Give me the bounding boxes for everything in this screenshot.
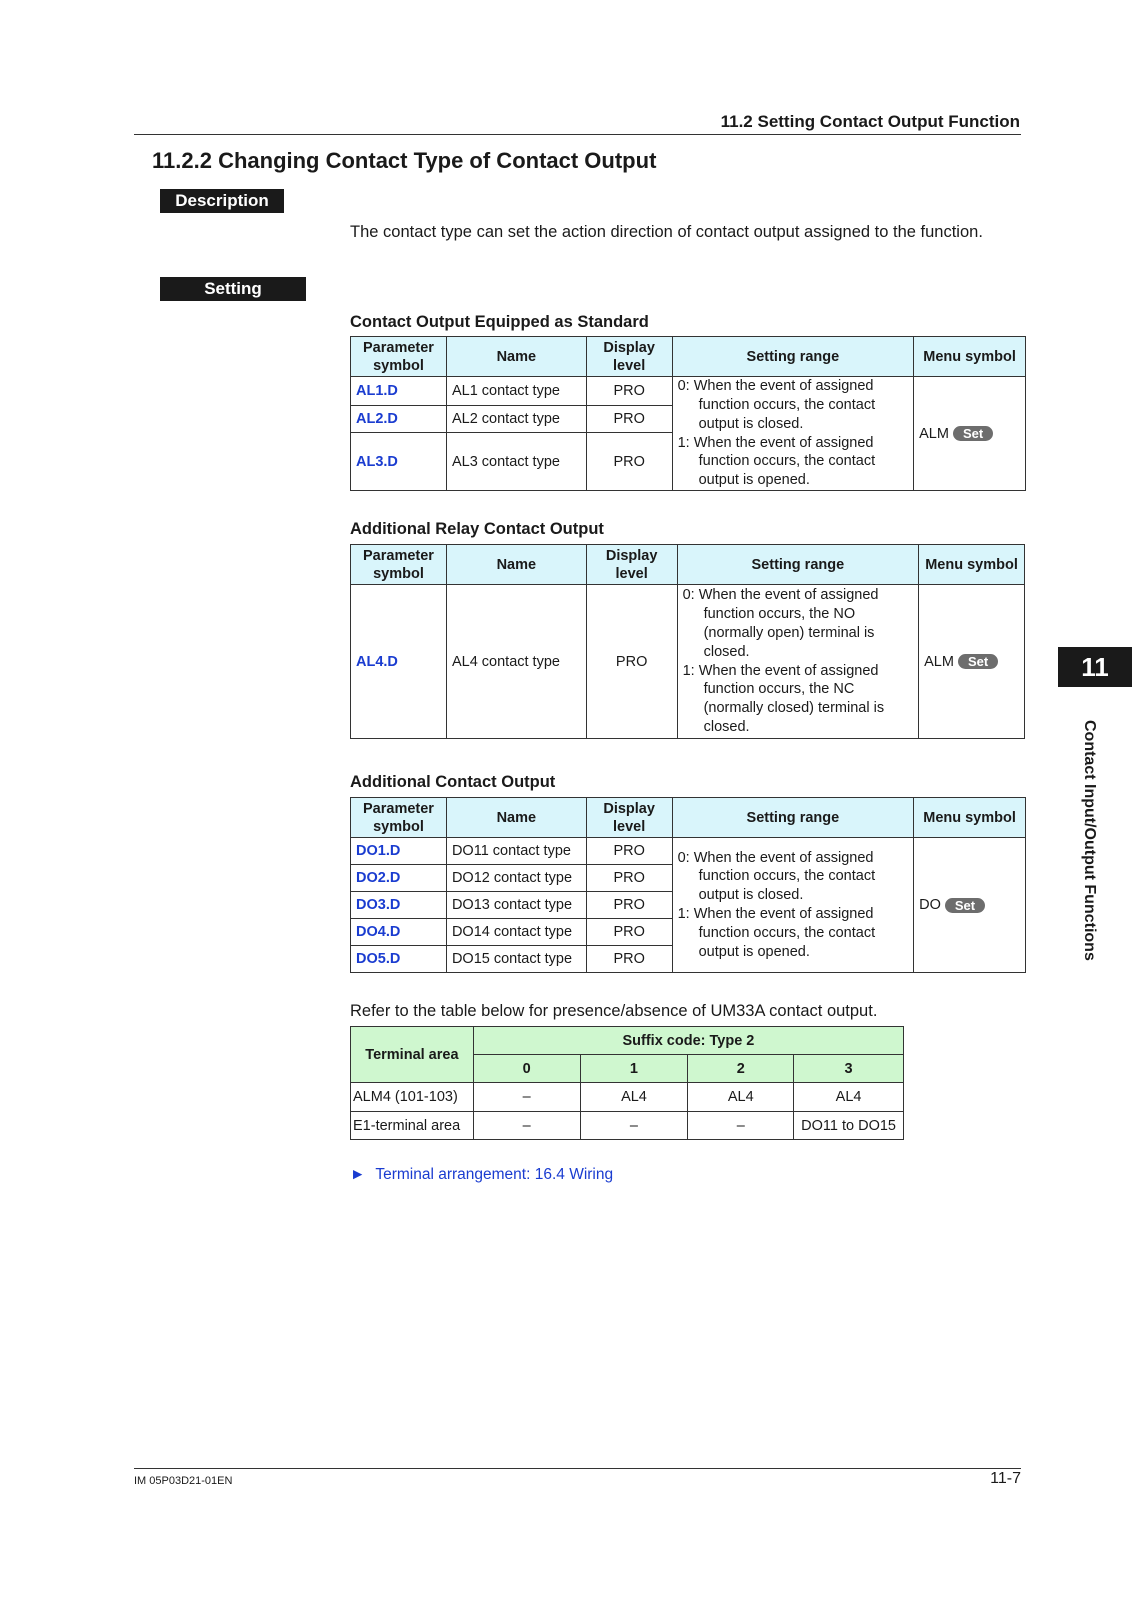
display-level: PRO xyxy=(586,838,672,865)
header-display-level: Display level xyxy=(586,545,677,585)
header-suffix-code: Suffix code: Type 2 xyxy=(473,1027,903,1055)
parameter-name: AL4 contact type xyxy=(446,585,586,739)
header-parameter-symbol: Parameter symbol xyxy=(351,545,447,585)
suffix-value: AL4 xyxy=(688,1083,794,1112)
description-text: The contact type can set the action direction of contact output assigned to the function. xyxy=(350,223,983,241)
table-terminal-presence xyxy=(350,1026,904,1140)
parameter-name: AL3 contact type xyxy=(446,433,586,491)
header-menu-symbol: Menu symbol xyxy=(914,337,1026,377)
header-name: Name xyxy=(446,545,586,585)
header-name: Name xyxy=(446,337,586,377)
setting-range: 0: When the event of assigned function occurs, the NO (normally open) terminal is closed. 1: When the event of assigned function occurs, the NC (normally closed) terminal is closed. xyxy=(677,585,919,739)
suffix-value: – xyxy=(580,1112,688,1140)
display-level: PRO xyxy=(586,406,672,433)
parameter-symbol: DO1.D xyxy=(351,838,447,865)
parameter-symbol: AL1.D xyxy=(351,377,447,406)
page-number: 11-7 xyxy=(990,1470,1021,1487)
table-relay-contact xyxy=(350,544,1025,739)
table-additional-contact xyxy=(350,797,1026,973)
setting-range: 0: When the event of assigned function occurs, the contact output is closed. 1: When the event of assigned function occurs, the contact output is opened. xyxy=(672,838,914,973)
header-display-level: Display level xyxy=(586,337,672,377)
header-code-1: 1 xyxy=(580,1055,688,1083)
suffix-value: AL4 xyxy=(580,1083,688,1112)
suffix-value: – xyxy=(688,1112,794,1140)
table2-title: Additional Relay Contact Output xyxy=(350,520,604,538)
menu-symbol: ALM Set xyxy=(914,377,1026,491)
display-level: PRO xyxy=(586,865,672,892)
header-terminal-area: Terminal area xyxy=(351,1027,474,1083)
table-row xyxy=(351,377,1026,406)
suffix-value: AL4 xyxy=(794,1083,904,1112)
menu-symbol: DO Set xyxy=(914,838,1026,973)
header-menu-symbol: Menu symbol xyxy=(919,545,1025,585)
table-row xyxy=(351,838,1026,865)
set-key-icon: Set xyxy=(958,654,998,669)
set-key-icon: Set xyxy=(945,898,985,913)
footer-rule xyxy=(134,1468,1021,1469)
section-title: 11.2.2 Changing Contact Type of Contact Output xyxy=(152,148,657,173)
chapter-side-title: Contact Input/Output Functions xyxy=(1081,720,1098,961)
setting-details-label: Setting Details xyxy=(160,277,306,301)
display-level: PRO xyxy=(586,377,672,406)
parameter-symbol: DO5.D xyxy=(351,946,447,973)
header-code-3: 3 xyxy=(794,1055,904,1083)
arrow-right-icon: ► xyxy=(350,1166,366,1183)
display-level: PRO xyxy=(586,585,677,739)
parameter-symbol: DO3.D xyxy=(351,892,447,919)
wiring-link[interactable] xyxy=(350,1166,613,1184)
parameter-symbol: AL3.D xyxy=(351,433,447,491)
header-parameter-symbol: Parameter symbol xyxy=(351,798,447,838)
parameter-symbol: DO2.D xyxy=(351,865,447,892)
header-code-0: 0 xyxy=(473,1055,580,1083)
display-level: PRO xyxy=(586,892,672,919)
header-display-level: Display level xyxy=(586,798,672,838)
table1-title: Contact Output Equipped as Standard xyxy=(350,313,649,331)
wiring-link-text[interactable]: Terminal arrangement: 16.4 Wiring xyxy=(375,1166,614,1183)
terminal-area: ALM4 (101-103) xyxy=(351,1083,474,1112)
header-rule xyxy=(134,134,1021,135)
parameter-name: AL1 contact type xyxy=(446,377,586,406)
header-parameter-symbol: Parameter symbol xyxy=(351,337,447,377)
refer-text: Refer to the table below for presence/absence of UM33A contact output. xyxy=(350,1002,878,1020)
running-header: 11.2 Setting Contact Output Function xyxy=(720,112,1020,131)
header-code-2: 2 xyxy=(688,1055,794,1083)
display-level: PRO xyxy=(586,946,672,973)
suffix-value: – xyxy=(473,1112,580,1140)
parameter-name: DO15 contact type xyxy=(446,946,586,973)
parameter-symbol: AL4.D xyxy=(351,585,447,739)
description-label: Description xyxy=(160,189,284,213)
parameter-symbol: DO4.D xyxy=(351,919,447,946)
header-menu-symbol: Menu symbol xyxy=(914,798,1026,838)
header-setting-range: Setting range xyxy=(672,337,914,377)
table-row xyxy=(351,1112,904,1140)
suffix-value: DO11 to DO15 xyxy=(794,1112,904,1140)
display-level: PRO xyxy=(586,919,672,946)
header-setting-range: Setting range xyxy=(677,545,919,585)
parameter-symbol: AL2.D xyxy=(351,406,447,433)
document-id: IM 05P03D21-01EN xyxy=(134,1475,233,1487)
display-level: PRO xyxy=(586,433,672,491)
chapter-number-tab: 11 xyxy=(1058,647,1132,687)
header-name: Name xyxy=(446,798,586,838)
terminal-area: E1-terminal area xyxy=(351,1112,474,1140)
setting-range: 0: When the event of assigned function occurs, the contact output is closed. 1: When the event of assigned function occurs, the contact output is opened. xyxy=(672,377,914,491)
header-setting-range: Setting range xyxy=(672,798,914,838)
set-key-icon: Set xyxy=(953,426,993,441)
parameter-name: DO14 contact type xyxy=(446,919,586,946)
parameter-name: AL2 contact type xyxy=(446,406,586,433)
table-row xyxy=(351,1083,904,1112)
menu-symbol: ALM Set xyxy=(919,585,1025,739)
suffix-value: – xyxy=(473,1083,580,1112)
parameter-name: DO13 contact type xyxy=(446,892,586,919)
table3-title: Additional Contact Output xyxy=(350,773,556,791)
table-standard-contact xyxy=(350,336,1026,491)
table-row xyxy=(351,585,1025,739)
parameter-name: DO11 contact type xyxy=(446,838,586,865)
parameter-name: DO12 contact type xyxy=(446,865,586,892)
